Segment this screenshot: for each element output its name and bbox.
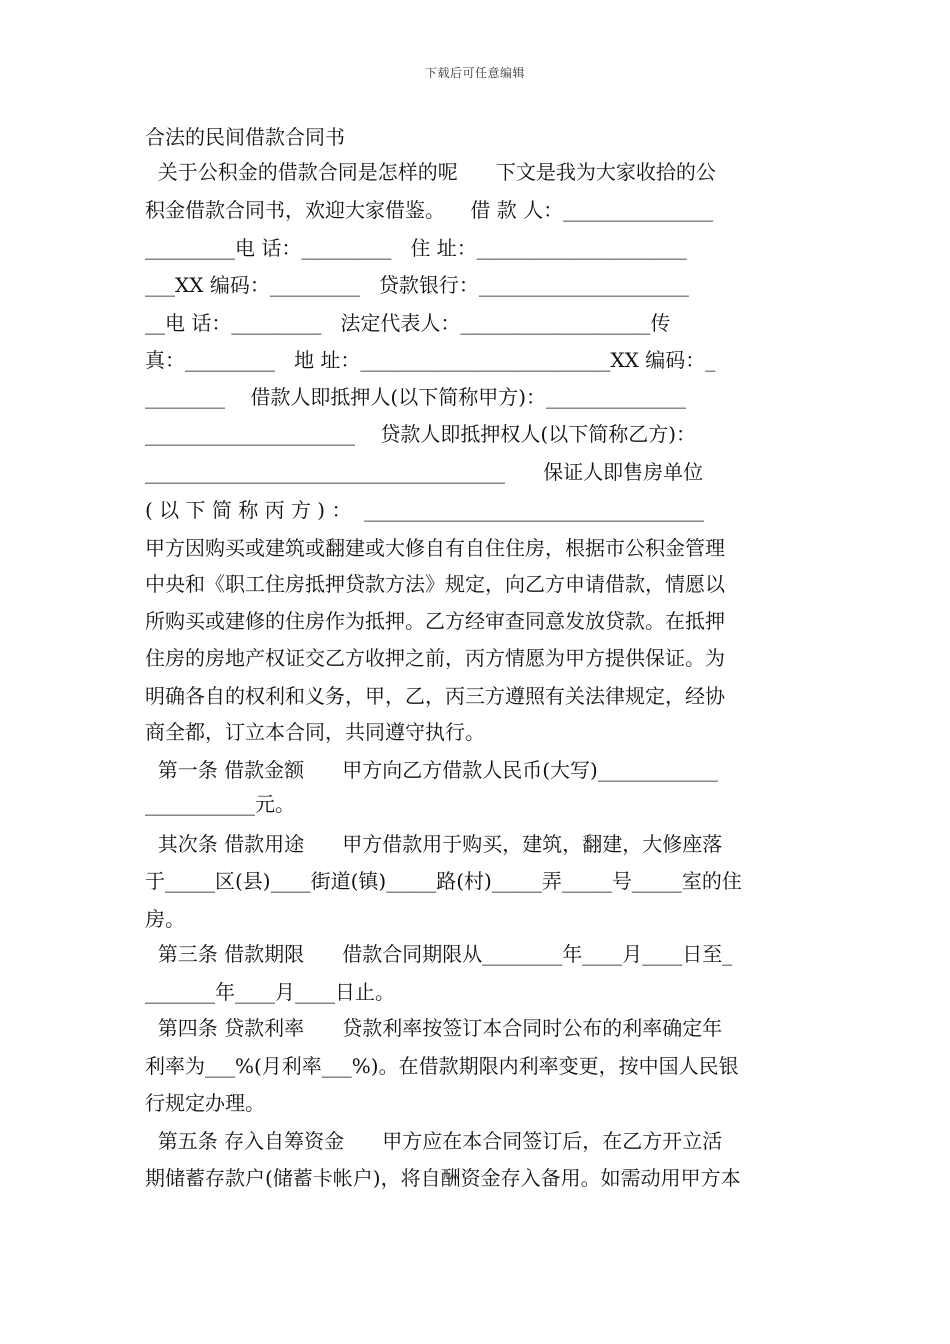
- body-line: ____________________________________ 保证人即售房单位: [145, 460, 704, 484]
- body-line: 第三条 借款期限 借款合同期限从________年____月____日至_: [145, 942, 733, 966]
- body-line: 商全都，订立本合同，共同遵守执行。: [145, 720, 485, 744]
- body-line: 甲方因购买或建筑或翻建或大修自有自住住房，根据市公积金管理: [145, 536, 725, 560]
- body-line: ___________元。: [145, 792, 295, 816]
- body-line: 中央和《职工住房抵押贷款方法》规定，向乙方申请借款，情愿以: [145, 572, 725, 596]
- body-line: 房。: [145, 907, 185, 931]
- body-line: _________电 话：_________ 住 址：_____________________: [145, 236, 687, 260]
- body-line: 明确各自的权利和义务，甲，乙，丙三方遵照有关法律规定，经协: [145, 684, 725, 708]
- body-line: 积金借款合同书，欢迎大家借鉴。 借 款 人：_______________: [145, 198, 714, 222]
- body-line: ________ 借款人即抵押人(以下简称甲方)：______________: [145, 385, 687, 409]
- document-title: 合法的民间借款合同书: [145, 125, 345, 149]
- body-line: 第四条 贷款利率 贷款利率按签订本合同时公布的利率确定年: [145, 1016, 723, 1040]
- body-line: 其次条 借款用途 甲方借款用于购买，建筑，翻建，大修座落: [145, 832, 723, 856]
- body-line: _______年____月____日止。: [145, 980, 395, 1004]
- body-line: 利率为___%(月利率___%)。在借款期限内利率变更，按中国人民银: [145, 1054, 739, 1078]
- body-line: ( 以 下 简 称 丙 方 ) ： __________________________________: [145, 498, 705, 522]
- body-line: 真：_________ 地 址：_________________________XX 编码：_: [145, 348, 716, 372]
- body-line: _____________________ 贷款人即抵押权人(以下简称乙方)：: [145, 422, 697, 446]
- body-line: 行规定办理。: [145, 1091, 265, 1115]
- body-line: 第五条 存入自筹资金 甲方应在本合同签订后，在乙方开立活: [145, 1129, 723, 1153]
- body-line: ___XX 编码：_________ 贷款银行：_____________________: [145, 273, 689, 297]
- page-header: 下载后可任意编辑: [424, 66, 525, 80]
- body-line: 期储蓄存款户(储蓄卡帐户)，将自酬资金存入备用。如需动用甲方本: [145, 1166, 741, 1190]
- body-line: __电 话：_________ 法定代表人：___________________传: [145, 311, 671, 335]
- body-line: 关于公积金的借款合同是怎样的呢 下文是我为大家收拾的公: [145, 160, 716, 184]
- body-line: 于_____区(县)____街道(镇)_____路(村)_____弄_____号_____室的住: [145, 869, 742, 893]
- body-line: 所购买或建修的住房作为抵押。乙方经审查同意发放贷款。在抵押: [145, 609, 725, 633]
- body-line: 第一条 借款金额 甲方向乙方借款人民币(大写)____________: [145, 758, 718, 782]
- body-line: 住房的房地产权证交乙方收押之前，丙方情愿为甲方提供保证。为: [145, 646, 725, 670]
